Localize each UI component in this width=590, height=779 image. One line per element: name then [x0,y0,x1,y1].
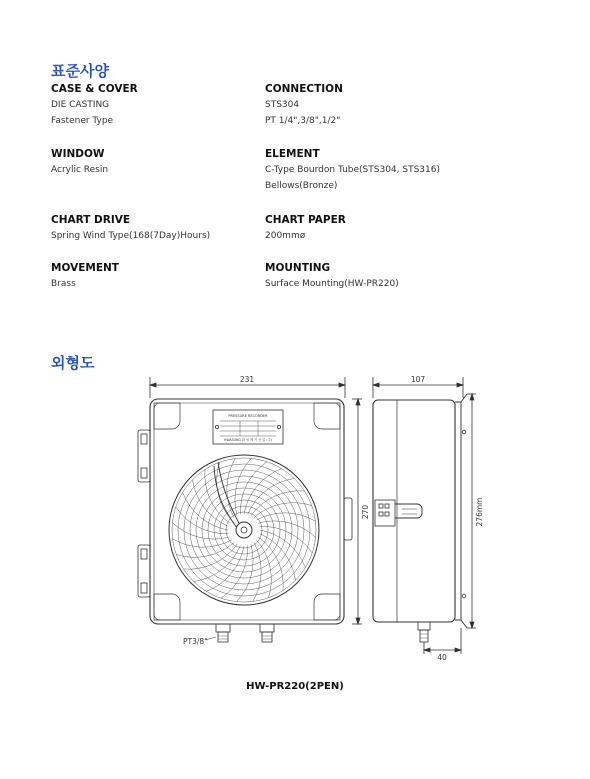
chart-hub [236,522,252,538]
spec-line: DIE CASTING [51,100,110,110]
chart-time-arc [251,491,305,516]
nameplate-maker: HWASUNG 화 성 계 기 공 업 (주) [224,438,272,442]
spec-title-mounting: MOUNTING [265,262,331,274]
spec-line: C-Type Bourdon Tube(STS304, STS316) [265,165,440,175]
arrowhead [339,383,345,387]
spec-title-chart-drive: CHART DRIVE [51,214,131,226]
connection-label: PT3/8" [183,637,208,646]
chart-time-arc [244,469,282,514]
nameplate-title: PRESSURE RECORDER [228,414,268,418]
chart-time-arc [257,540,272,598]
chart-time-arc [205,470,230,524]
chart-time-arc [183,492,228,530]
spec-title-connection: CONNECTION [265,83,343,95]
spec-line: PT 1/4",3/8",1/2" [265,116,341,126]
hinge-pin [141,434,147,444]
spec-line: Spring Wind Type(168(7Day)Hours) [51,231,211,241]
chart-time-arc [173,539,232,547]
screw-icon [215,425,218,428]
model-caption: HW-PR220(2PEN) [246,681,344,692]
spec-line: Surface Mounting(HW-PR220) [265,279,399,289]
hinge-pin [141,468,147,478]
connection-fitting [418,622,430,630]
spec-line: 200mmø [265,231,306,241]
front-height-label: 270 [361,504,370,520]
specs-heading: 표준사양 [51,62,109,80]
hinge-pin [141,549,147,559]
side-depth-label: 107 [410,375,426,384]
front-case-inner-edge [154,403,340,620]
spec-line: Bellows(Bronze) [265,181,338,191]
chart-time-arc [257,513,316,521]
chart-time-arc [217,462,232,520]
spec-line: STS304 [265,100,300,110]
chart-time-arc [176,543,234,558]
chart-time-arc [258,537,283,591]
front-width-label: 231 [239,375,255,384]
screw-icon [462,594,466,598]
spec-line: Fastener Type [51,116,114,126]
chart-time-arc [253,543,261,602]
corner-pad [314,403,340,429]
side-case-body [373,400,455,622]
spec-title-element: ELEMENT [265,148,320,160]
screw-icon [277,425,280,428]
pen-arm [214,466,237,528]
connection-fitting [216,624,230,632]
spec-line: Acrylic Resin [51,165,109,175]
latch [344,498,352,540]
hinge-pin [141,583,147,593]
connection-fitting [420,630,428,642]
chart-time-arc [184,544,238,569]
chart-time-arc [206,546,244,591]
hinge [138,430,150,482]
screw-icon [462,430,466,434]
spec-title-case-cover: CASE & COVER [51,83,138,95]
spec-title-chart-paper: CHART PAPER [265,214,346,226]
spec-line: Brass [51,279,76,289]
drawing-heading: 외형도 [51,354,95,372]
corner-pad [154,403,180,429]
hinge [138,545,150,597]
mounting-bracket [455,402,461,620]
corner-pad [314,594,340,620]
corner-pad [154,594,180,620]
bracket-offset-label: 40 [437,653,447,662]
arrowhead [150,383,156,387]
latch-lever [395,504,422,518]
chart-time-arc [254,503,312,518]
chart-time-arc [227,459,235,518]
chart-time-arc [260,530,305,568]
spec-title-window: WINDOW [51,148,105,160]
connection-fitting [262,632,272,642]
spec-title-movement: MOVEMENT [51,262,119,274]
side-height-label: 276mm [475,497,484,527]
connection-fitting [218,632,228,642]
connection-fitting [260,624,274,632]
